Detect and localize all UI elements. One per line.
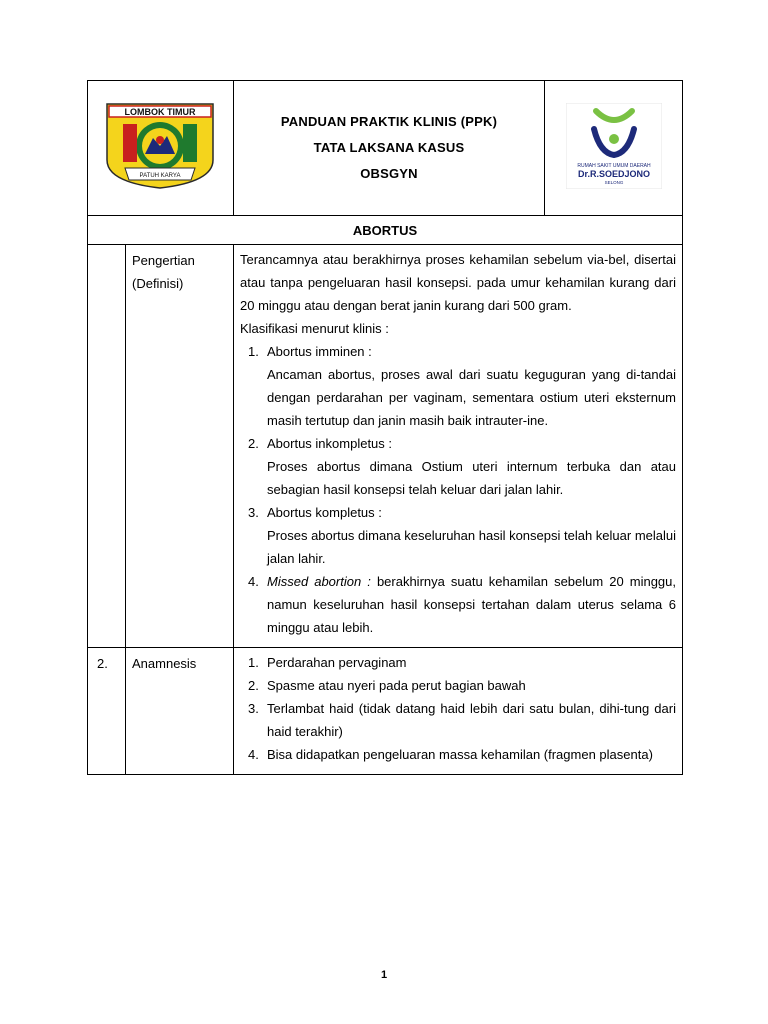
anamnesis-row <box>88 648 683 775</box>
section-title: ABORTUS <box>88 216 683 245</box>
list-item <box>240 340 676 432</box>
classification-label: Klasifikasi menurut klinis : <box>240 321 389 336</box>
list-item <box>240 651 676 674</box>
list-item <box>240 674 676 697</box>
list-heading: Abortus imminen : <box>267 344 372 359</box>
classification-list <box>240 340 676 639</box>
list-text: Bisa didapatkan pengeluaran massa kehamilan (fragmen plasenta) <box>267 747 653 762</box>
list-description-text: berakhirnya suatu kehamilan sebelum 20 minggu, namun keseluruhan hasil konsepsi tertahan dalam uterus selama 6 minggu atau lebih. <box>267 574 677 635</box>
ppk-table <box>87 80 683 775</box>
list-description <box>267 570 676 639</box>
title-line-3: OBSGYN <box>360 166 418 181</box>
title-cell <box>234 81 545 216</box>
lombok-timur-crest-icon <box>105 102 215 190</box>
logo-line-1: RUMAH SAKIT UMUM DAERAH <box>577 162 651 169</box>
list-text: Perdarahan pervaginam <box>267 655 407 670</box>
list-number: 1. <box>248 655 259 670</box>
crest-motto: PATUH KARYA <box>139 172 181 179</box>
label-line: Anamnesis <box>132 656 197 671</box>
anamnesis-content <box>234 648 683 775</box>
row-label <box>126 648 234 775</box>
label-line: (Definisi) <box>132 276 184 291</box>
row-number: 2. <box>88 648 126 775</box>
header-row <box>88 81 683 216</box>
list-description: Proses abortus dimana Ostium uteri internum terbuka dan atau sebagian hasil konsepsi telah keluar dari jalan lahir. <box>267 459 676 497</box>
row-label <box>126 245 234 648</box>
row-number <box>88 245 126 648</box>
logo-line-3: SELONG <box>604 179 624 185</box>
definition-content <box>234 245 683 648</box>
rsud-soedjono-logo-icon <box>566 103 662 189</box>
list-number: 3. <box>248 505 259 520</box>
crest-banner-text: LOMBOK TIMUR <box>124 106 196 117</box>
list-heading: Abortus inkompletus : <box>267 436 393 451</box>
left-logo-cell <box>88 81 234 216</box>
list-description: Proses abortus dimana keseluruhan hasil konsepsi telah keluar melalui jalan lahir. <box>267 528 677 566</box>
label-line: Pengertian <box>132 253 195 268</box>
list-number: 2. <box>248 678 259 693</box>
list-item <box>240 570 676 639</box>
list-item <box>240 501 676 570</box>
list-number: 1. <box>248 344 259 359</box>
list-number: 3. <box>248 701 259 716</box>
page-number: 1 <box>380 969 388 981</box>
list-number: 4. <box>248 747 259 762</box>
list-text: Spasme atau nyeri pada perut bagian bawah <box>267 678 526 693</box>
list-number: 4. <box>248 574 259 589</box>
title-line-2: TATA LAKSANA KASUS <box>313 140 465 155</box>
list-heading-italic: Missed abortion : <box>267 574 371 589</box>
section-title-row <box>88 216 683 245</box>
list-item <box>240 697 676 743</box>
definition-row <box>88 245 683 648</box>
list-item <box>240 432 676 501</box>
title-line-1: PANDUAN PRAKTIK KLINIS (PPK) <box>280 114 498 129</box>
list-item <box>240 743 676 766</box>
list-number: 2. <box>248 436 259 451</box>
list-text: Terlambat haid (tidak datang haid lebih dari satu bulan, dihi-tung dari haid terakhir) <box>267 701 676 739</box>
right-logo-cell <box>545 81 683 216</box>
document-page <box>87 80 682 775</box>
list-heading: Abortus kompletus : <box>267 505 382 520</box>
definition-intro: Terancamnya atau berakhirnya proses kehamilan sebelum via-bel, disertai atau tanpa pengeluaran hasil konsepsi. pada umur kehamilan kurang dari 20 minggu atau dengan berat janin kurang dari 500 gram. <box>240 252 676 313</box>
logo-line-2: Dr.R.SOEDJONO <box>577 168 651 179</box>
anamnesis-list <box>240 651 676 766</box>
list-description: Ancaman abortus, proses awal dari suatu keguguran yang di-tandai dengan perdarahan per vaginam, sementara ostium uteri eksternum masih tertutup dan janin masih baik intrauter-ine. <box>267 367 676 428</box>
